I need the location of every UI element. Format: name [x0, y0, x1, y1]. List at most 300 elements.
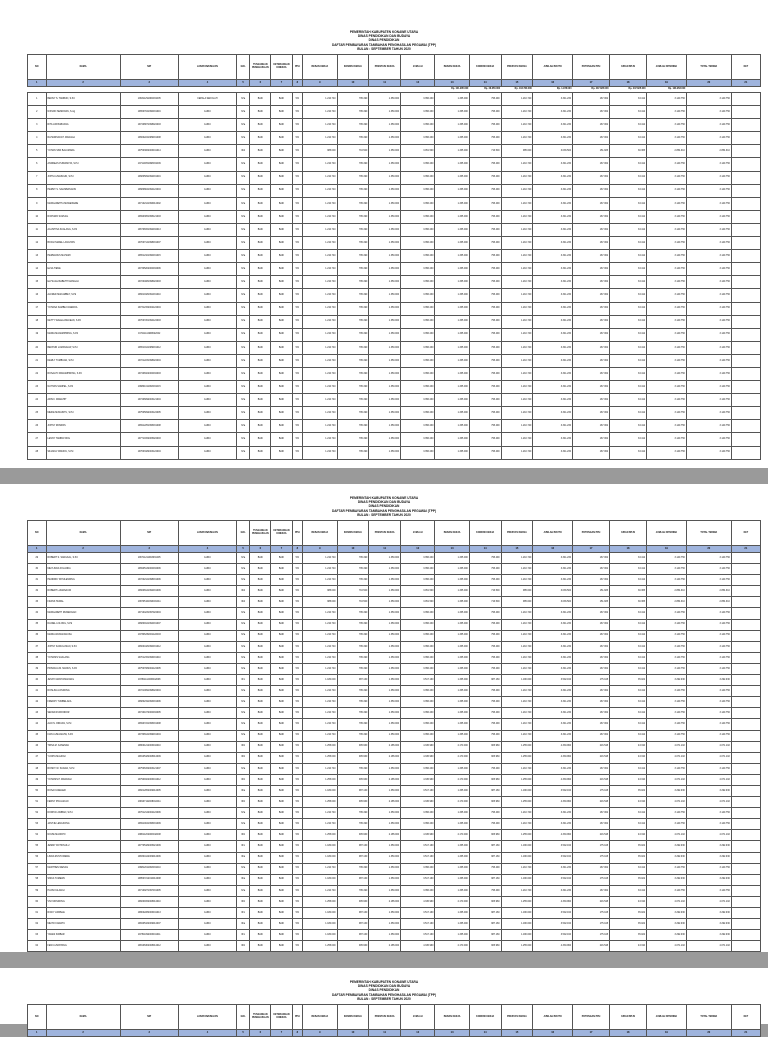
column-header: POTONGAN PPH	[572, 1005, 609, 1030]
table-cell: BAIK	[250, 608, 271, 619]
table-cell: 1.210.740	[501, 315, 533, 328]
table-cell: 35.022	[610, 919, 647, 930]
table-cell: BAIK	[271, 863, 292, 874]
table-cell: 1.210.740	[501, 119, 533, 132]
table-cell: 795.490	[469, 289, 501, 302]
table-cell: 167.062	[572, 446, 609, 459]
table-cell: IV/a	[237, 652, 250, 663]
table-cell: 1.350.000	[369, 446, 401, 459]
table-cell: 5%	[292, 941, 303, 952]
table-cell: 3.140.756	[647, 237, 687, 250]
table-cell: 1.350.000	[369, 394, 401, 407]
table-cell: JANTJE LENGKONG	[46, 819, 120, 830]
table-cell: 3.502.160	[533, 841, 573, 852]
table-cell: 3.341.230	[533, 564, 573, 575]
column-header: KETERANGAN KINERJA	[271, 521, 292, 546]
table-cell: IV/a	[237, 289, 250, 302]
table-cell: 905.960	[337, 752, 369, 763]
table-cell: 5%	[292, 263, 303, 276]
table-cell: 4.071.102	[686, 941, 731, 952]
table-cell: 3.292.030	[686, 908, 731, 919]
table-cell: 1.210.740	[501, 446, 533, 459]
table-cell: 1.335.000	[435, 841, 469, 852]
table-cell: DANIEL LOLONG, S.Pd	[46, 619, 120, 630]
table-cell: 12	[28, 237, 47, 250]
table-cell: BAIK	[250, 132, 271, 145]
table-cell: 175.108	[572, 874, 609, 885]
table-cell: 3.341.230	[533, 119, 573, 132]
table-cell: 4.071.102	[647, 774, 687, 785]
table-cell: 3.140.756	[647, 420, 687, 433]
table-cell: 795.490	[469, 730, 501, 741]
table-cell: 198507212010012008	[120, 874, 178, 885]
table-cell: GURU	[178, 250, 236, 263]
table-cell: 167.062	[572, 730, 609, 741]
totals-cell: Rp. 1.978.000	[556, 88, 572, 91]
table-cell: 795.490	[469, 237, 501, 250]
table-cell: 5%	[292, 553, 303, 564]
table-cell: 34	[28, 608, 47, 619]
table-cell: 48	[28, 763, 47, 774]
table-cell	[731, 132, 760, 145]
table-cell: BAIK	[271, 663, 292, 674]
table-cell	[731, 407, 760, 420]
table-cell: 1.210.740	[501, 433, 533, 446]
table-cell: 3.140.756	[686, 197, 731, 210]
table-cell: 167.062	[572, 276, 609, 289]
column-number: 3	[120, 1030, 178, 1037]
table-cell: 27	[28, 433, 47, 446]
table-cell: 1.210.740	[501, 763, 533, 774]
table-cell: 5%	[292, 575, 303, 586]
table-cell: 3.341.230	[533, 808, 573, 819]
header-line: DINAS PENDIDIKAN	[368, 38, 400, 43]
table-cell: 1.350.000	[369, 315, 401, 328]
table-cell: 987.160	[469, 785, 501, 796]
header-line: PEMERINTAH KABUPATEN KONAWE UTARA	[349, 30, 419, 34]
table-cell: 795.490	[337, 553, 369, 564]
table-cell	[731, 619, 760, 630]
table-cell: BAIK	[271, 93, 292, 106]
table-cell: BAIK	[250, 119, 271, 132]
table-cell: 197705182005021009	[120, 841, 178, 852]
table-cell: 4.345.960	[401, 741, 435, 752]
table-cell: IV/a	[237, 863, 250, 874]
table-row	[28, 785, 761, 796]
table-cell: 33.412	[610, 641, 647, 652]
table-cell: 1.255.000	[303, 797, 337, 808]
table-cell: 197603182003122004	[120, 446, 178, 459]
table-cell: 1.255.000	[303, 752, 337, 763]
table-cell: 196711211993031005	[120, 553, 178, 564]
table-cell	[731, 564, 760, 575]
table-cell: 1.335.000	[435, 263, 469, 276]
table-cell: 197007141998031007	[120, 237, 178, 250]
table-cell: 3.140.756	[686, 763, 731, 774]
table-cell: MEIKE MAWUNTU, S.Pd	[46, 407, 120, 420]
table-cell: 64	[28, 941, 47, 952]
column-number: 21	[731, 1030, 760, 1037]
table-cell: GURU	[178, 908, 236, 919]
table-cell: BAIK	[271, 223, 292, 236]
table-cell: 3.341.230	[533, 619, 573, 630]
table-cell: 35.022	[610, 874, 647, 885]
table-cell: 3.140.756	[686, 223, 731, 236]
table-cell: 197306252001122003	[120, 630, 178, 641]
table-cell: 1.350.000	[369, 433, 401, 446]
table-cell: BAIK	[250, 433, 271, 446]
table-cell: 3.356.230	[401, 564, 435, 575]
table-cell: 30.365	[610, 586, 647, 597]
column-number: 11	[369, 546, 401, 553]
table-cell: 1.350.000	[369, 302, 401, 315]
table-cell: GURU	[178, 394, 236, 407]
table-cell: 3.356.230	[401, 210, 435, 223]
table-cell: BAIK	[250, 752, 271, 763]
table-cell: 4.330.960	[533, 797, 573, 808]
table-cell: BAIK	[250, 774, 271, 785]
table-cell: 3.140.756	[647, 686, 687, 697]
table-cell: 1.210.740	[501, 132, 533, 145]
table-cell: 1.210.740	[303, 630, 337, 641]
table-cell: 3.517.160	[401, 930, 435, 941]
table-cell: 5%	[292, 597, 303, 608]
table-cell: 795.490	[469, 302, 501, 315]
tpp-table	[27, 1004, 761, 1037]
table-cell: 196905132000032006	[120, 564, 178, 575]
table-cell: 1.335.000	[435, 652, 469, 663]
table-cell: 3.140.756	[686, 719, 731, 730]
table-cell: 197312152002122004	[120, 302, 178, 315]
table-cell: 1.210.740	[303, 619, 337, 630]
table-cell	[731, 420, 760, 433]
table-cell: GURU	[178, 237, 236, 250]
table-cell: 1.210.740	[303, 381, 337, 394]
table-cell: 1.335.000	[435, 586, 469, 597]
table-cell: GURU	[178, 597, 236, 608]
table-cell: 795.490	[469, 171, 501, 184]
table-cell: 167.062	[572, 608, 609, 619]
table-cell: BAIK	[271, 250, 292, 263]
table-cell: 795.490	[337, 652, 369, 663]
column-header: IURAN BPJS	[610, 1005, 647, 1030]
table-cell: BAIK	[250, 686, 271, 697]
table-cell: 905.960	[469, 752, 501, 763]
table-cell: 3.341.230	[533, 210, 573, 223]
table-cell: BAIK	[271, 145, 292, 158]
table-cell: 167.062	[572, 184, 609, 197]
table-cell: 905.960	[469, 896, 501, 907]
table-cell: 2.170.000	[435, 741, 469, 752]
table-cell: GURU	[178, 841, 236, 852]
table-cell: BAIK	[271, 263, 292, 276]
table-cell	[731, 586, 760, 597]
table-cell: BAIK	[250, 852, 271, 863]
table-cell: HANS KALANGI	[46, 885, 120, 896]
column-header: POTONGAN PPH	[572, 521, 609, 546]
table-row	[28, 597, 761, 608]
table-cell: 1.350.000	[369, 597, 401, 608]
table-cell: 5%	[292, 652, 303, 663]
table-cell: 3.140.756	[686, 863, 731, 874]
header-line: DINAS PENDIDIKAN DAN BUDAYA	[357, 984, 411, 989]
table-cell: 167.062	[572, 619, 609, 630]
table-cell: 3.292.030	[647, 908, 687, 919]
table-cell: 33.412	[610, 575, 647, 586]
table-cell: 3.140.756	[647, 263, 687, 276]
table-cell: 33.412	[610, 354, 647, 367]
table-cell: 1.210.740	[303, 407, 337, 420]
table-cell	[731, 797, 760, 808]
table-cell: PRISCILIA M. MANUS, S.Pd	[46, 663, 120, 674]
table-cell: 1.335.000	[435, 564, 469, 575]
table-cell: 3.356.230	[401, 420, 435, 433]
table-cell: TRISA M. KASENDA	[46, 741, 120, 752]
table-cell: 197210091998022004	[120, 686, 178, 697]
table-cell: 3.356.230	[401, 197, 435, 210]
table-cell: BAIK	[250, 930, 271, 941]
table-cell: 167.062	[572, 564, 609, 575]
table-cell: 795.490	[469, 341, 501, 354]
table-cell: 33.412	[610, 819, 647, 830]
table-cell: 5%	[292, 908, 303, 919]
table-cell	[731, 446, 760, 459]
table-row	[28, 830, 761, 841]
column-number: 14	[469, 546, 501, 553]
table-cell: 716.500	[337, 145, 369, 158]
table-cell: 175.108	[572, 852, 609, 863]
table-cell: 5%	[292, 852, 303, 863]
table-cell: 5%	[292, 171, 303, 184]
table-row	[28, 263, 761, 276]
table-cell: 5%	[292, 641, 303, 652]
table-cell: 1.255.000	[303, 741, 337, 752]
table-cell: 5%	[292, 686, 303, 697]
table-cell: BAIK	[271, 819, 292, 830]
table-cell: 1.350.000	[369, 586, 401, 597]
table-cell: 151.825	[572, 145, 609, 158]
table-cell: 1.210.740	[501, 328, 533, 341]
table-row	[28, 630, 761, 641]
table-cell: NETTY WALELANGKEAN, S.Pd	[46, 315, 120, 328]
table-cell: 2.854.310	[647, 586, 687, 597]
table-cell: 14	[28, 263, 47, 276]
table-cell: 1.210.740	[303, 697, 337, 708]
table-cell: BAIK	[271, 752, 292, 763]
table-cell: 3.502.160	[533, 908, 573, 919]
table-cell: 3.517.160	[401, 852, 435, 863]
table-cell: 1.350.000	[369, 276, 401, 289]
table-cell: 1.350.000	[369, 919, 401, 930]
header-line: BULAN : SEPTEMBER TAHUN 2020	[357, 996, 411, 1001]
table-cell: 4.071.102	[686, 741, 731, 752]
table-cell: 46	[28, 741, 47, 752]
table-cell: 52	[28, 808, 47, 819]
table-cell: 795.490	[469, 575, 501, 586]
table-cell: 3.140.756	[686, 433, 731, 446]
table-cell: BAIK	[271, 394, 292, 407]
table-cell: 18	[28, 315, 47, 328]
table-cell: 5%	[292, 328, 303, 341]
table-cell: 167.062	[572, 223, 609, 236]
table-cell: 3.341.230	[533, 263, 573, 276]
column-number: 1	[28, 546, 47, 553]
column-number: 8	[292, 80, 303, 87]
table-cell: 1.335.000	[435, 237, 469, 250]
header-line: DAFTAR PEMBAYARAN TAMBAHAN PENGHASILAN PEGAWAI (TPP)	[331, 42, 437, 47]
table-cell: 795.490	[469, 106, 501, 119]
table-cell: 3.140.756	[647, 381, 687, 394]
table-cell: 5%	[292, 752, 303, 763]
table-cell: 57	[28, 863, 47, 874]
table-row	[28, 896, 761, 907]
table-cell: 795.490	[337, 763, 369, 774]
table-cell: 1.210.740	[501, 237, 533, 250]
table-cell	[731, 119, 760, 132]
table-cell: GURU	[178, 630, 236, 641]
column-header: PRESTASI KERJA	[369, 521, 401, 546]
table-cell: GURU	[178, 930, 236, 941]
table-cell: IV/a	[237, 223, 250, 236]
table-cell: IV/a	[237, 328, 250, 341]
table-cell: 1.180.000	[501, 841, 533, 852]
table-row	[28, 586, 761, 597]
table-cell: 3.292.030	[647, 874, 687, 885]
table-cell: 1.350.000	[369, 730, 401, 741]
table-cell: 3.292.030	[647, 841, 687, 852]
table-cell: 1.350.000	[369, 852, 401, 863]
table-cell	[731, 919, 760, 930]
table-cell: 3.341.230	[533, 719, 573, 730]
table-cell: 26	[28, 420, 47, 433]
table-cell: 795.490	[469, 276, 501, 289]
table-cell: 1.335.000	[435, 708, 469, 719]
table-cell: 1.350.000	[369, 619, 401, 630]
table-cell: BENNY S. TAMBUN, S.Pd	[46, 93, 120, 106]
table-cell: BAIK	[250, 564, 271, 575]
table-cell: 54	[28, 830, 47, 841]
table-cell: 3.356.230	[401, 158, 435, 171]
table-cell: 3.140.756	[686, 328, 731, 341]
table-cell: BAIK	[271, 608, 292, 619]
table-cell: 1.210.740	[303, 132, 337, 145]
table-cell: IV/a	[237, 575, 250, 586]
column-header: GOL	[237, 55, 250, 80]
table-cell: 795.490	[469, 553, 501, 564]
table-cell: 1.350.000	[369, 132, 401, 145]
table-cell: 3.140.756	[686, 608, 731, 619]
table-cell: 1.210.740	[303, 106, 337, 119]
table-cell: 1.255.000	[303, 774, 337, 785]
table-cell: 3.341.230	[533, 328, 573, 341]
column-number: 13	[435, 80, 469, 87]
header-line: DAFTAR PEMBAYARAN TAMBAHAN PENGHASILAN PEGAWAI (TPP)	[331, 992, 437, 997]
table-cell: 795.490	[469, 184, 501, 197]
table-cell: 198212052009012005	[120, 785, 178, 796]
table-cell: 35.022	[610, 852, 647, 863]
table-cell: 1.335.000	[435, 223, 469, 236]
table-cell: BAIK	[250, 341, 271, 354]
table-cell: 3.140.756	[647, 652, 687, 663]
column-header: TOTAL TERIMA	[686, 55, 731, 80]
table-cell: 3.517.160	[401, 675, 435, 686]
table-cell: 33	[28, 597, 47, 608]
table-cell: GURU	[178, 652, 236, 663]
table-cell: LINDA RUNTUWENE	[46, 852, 120, 863]
table-cell: 1.335.000	[435, 394, 469, 407]
table-cell: 1.335.000	[435, 719, 469, 730]
table-cell: III/b	[237, 741, 250, 752]
table-cell: 1.335.000	[435, 874, 469, 885]
table-cell: 1.255.000	[501, 797, 533, 808]
column-number: 4	[178, 546, 236, 553]
table-cell: 1.210.740	[501, 808, 533, 819]
table-cell: GURU	[178, 697, 236, 708]
table-row	[28, 941, 761, 952]
table-cell: 3.140.756	[686, 808, 731, 819]
table-cell: 3.140.756	[686, 407, 731, 420]
table-cell: 1.210.740	[303, 171, 337, 184]
table-cell: 1.255.000	[303, 896, 337, 907]
table-cell: BAIK	[271, 586, 292, 597]
column-number: 19	[647, 1030, 687, 1037]
table-cell: 987.160	[337, 841, 369, 852]
table-cell: YANES SIMBAR	[46, 930, 120, 941]
table-cell: 3.036.500	[533, 145, 573, 158]
table-cell: 20	[28, 341, 47, 354]
table-cell: MARTHEN WENAS	[46, 863, 120, 874]
table-cell: 1.210.740	[303, 719, 337, 730]
column-header: KONDISI KERJA	[337, 55, 369, 80]
column-header: NO	[28, 521, 47, 546]
table-cell: 3.517.160	[401, 874, 435, 885]
table-cell: 196903051995121003	[120, 210, 178, 223]
table-cell: 3.356.230	[401, 328, 435, 341]
table-cell: 167.062	[572, 394, 609, 407]
table-cell: 987.160	[337, 919, 369, 930]
table-cell: 1.210.740	[501, 719, 533, 730]
table-cell: 1.180.000	[303, 675, 337, 686]
table-cell: 1.210.740	[501, 608, 533, 619]
table-cell: GURU	[178, 145, 236, 158]
table-cell: 33.412	[610, 630, 647, 641]
table-cell: 13	[28, 250, 47, 263]
table-cell: GURU	[178, 158, 236, 171]
table-cell: 1.210.740	[303, 553, 337, 564]
table-cell: 175.108	[572, 930, 609, 941]
table-cell: 4.071.102	[647, 830, 687, 841]
table-cell: 3.356.230	[401, 223, 435, 236]
column-header: BEBAN KERJA	[303, 1005, 337, 1030]
table-cell: 25	[28, 407, 47, 420]
table-cell: 3.140.756	[686, 619, 731, 630]
table-cell: 3.140.756	[647, 119, 687, 132]
table-cell: 49	[28, 774, 47, 785]
table-cell: GURU	[178, 197, 236, 210]
table-cell: BAIK	[250, 289, 271, 302]
table-cell: 3.140.756	[647, 184, 687, 197]
table-cell: BAIK	[271, 237, 292, 250]
table-cell: 196512101990031015	[120, 250, 178, 263]
table-cell: 3.140.756	[686, 289, 731, 302]
table-cell: 905.960	[337, 896, 369, 907]
header-line: DINAS PENDIDIKAN DAN BUDAYA	[357, 500, 411, 505]
table-cell: 3.140.756	[647, 354, 687, 367]
table-cell: 23	[28, 381, 47, 394]
table-cell: 3.292.030	[686, 785, 731, 796]
table-cell: 4.330.960	[533, 896, 573, 907]
table-cell: IV/a	[237, 420, 250, 433]
